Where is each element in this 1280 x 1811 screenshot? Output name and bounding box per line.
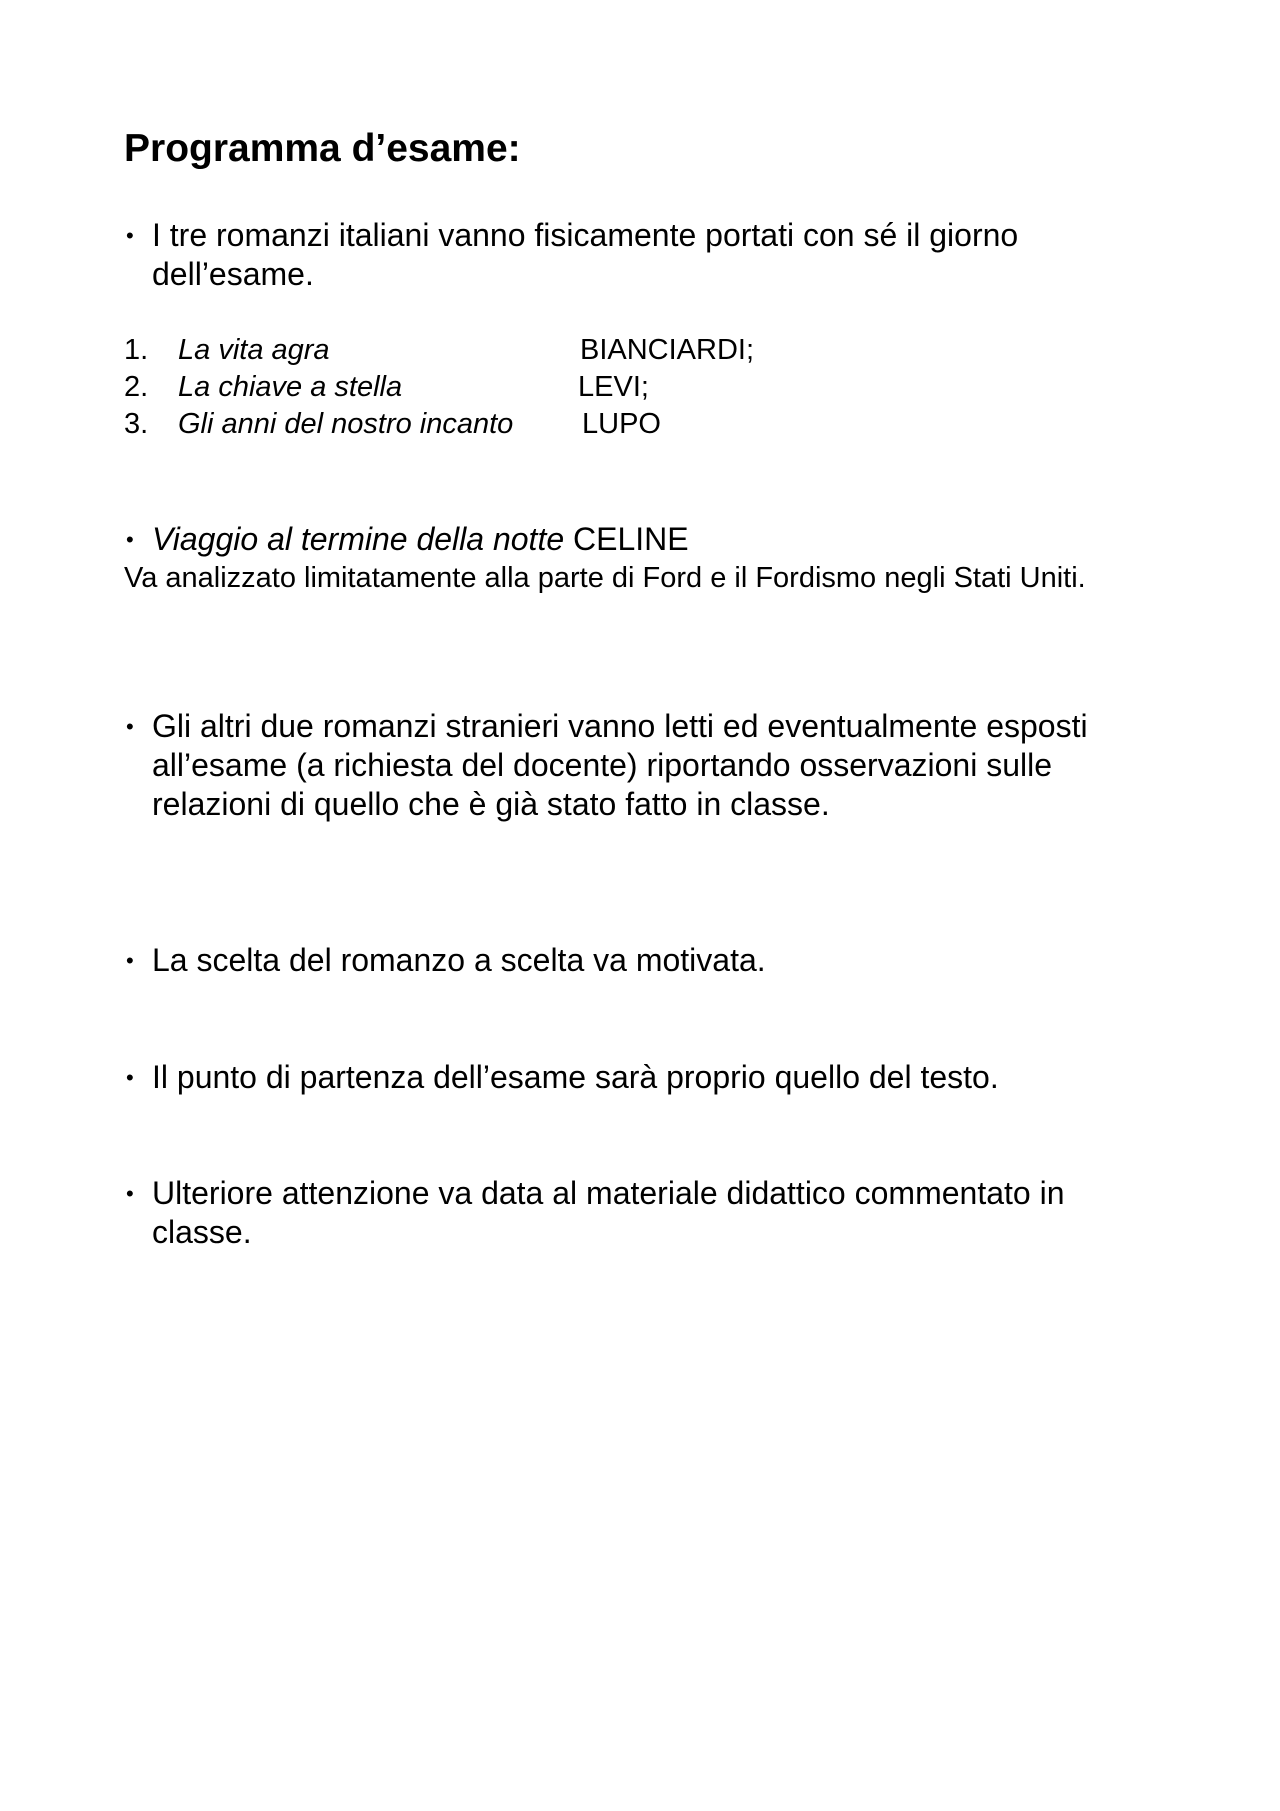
- item-number: 3.: [124, 408, 149, 440]
- list-item: [124, 332, 924, 369]
- book-title: La vita agra: [178, 334, 330, 366]
- book-author: CELINE: [573, 521, 689, 557]
- book-author: LUPO: [582, 408, 661, 440]
- celine-note: Va analizzato limitatamente alla parte di Ford e il Fordismo negli Stati Uniti.: [124, 562, 1086, 594]
- item-number: 1.: [124, 334, 149, 366]
- bullet-text: Ulteriore attenzione va data al materiale didattico commentato in classe.: [152, 1175, 1065, 1250]
- list-item: [124, 707, 1164, 824]
- bullet-starting-point: [124, 1058, 1164, 1097]
- bullet-materials: [124, 1174, 1164, 1252]
- bullet-icon: •: [126, 223, 134, 248]
- bullet-icon: •: [126, 527, 134, 552]
- bullet-choice: [124, 941, 1164, 980]
- book-title: Viaggio al termine della notte: [152, 521, 565, 557]
- bullet-text: La scelta del romanzo a scelta va motivata.: [152, 942, 766, 978]
- list-item: [124, 216, 1164, 294]
- book-title: La chiave a stella: [178, 371, 403, 403]
- list-item: [124, 941, 1164, 980]
- intro-bullet: [124, 216, 1164, 294]
- bullet-text: I tre romanzi italiani vanno fisicamente portati con sé il giorno dell’esame.: [152, 217, 1019, 292]
- bullet-foreign-novels: [124, 707, 1164, 824]
- bullet-text: Gli altri due romanzi stranieri vanno letti ed eventualmente esposti all’esame (a richiesta del docente) riportando osservazioni sulle relazioni di quello che è già stato fatto in classe.: [152, 708, 1088, 822]
- item-number: 2.: [124, 371, 149, 403]
- list-item: [124, 1058, 1164, 1097]
- bullet-icon: •: [126, 714, 134, 739]
- book-author: LEVI;: [578, 371, 649, 403]
- page-title: Programma d’esame:: [124, 127, 521, 170]
- celine-section: [124, 520, 1184, 597]
- bullet-text: Il punto di partenza dell’esame sarà proprio quello del testo.: [152, 1059, 999, 1095]
- book-title: Gli anni del nostro incanto: [178, 408, 514, 440]
- italian-novels-list: [124, 332, 924, 443]
- bullet-icon: •: [126, 948, 134, 973]
- book-author: BIANCIARDI;: [580, 334, 755, 366]
- bullet-icon: •: [126, 1181, 134, 1206]
- bullet-icon: •: [126, 1065, 134, 1090]
- list-item: [124, 406, 924, 443]
- list-item: [124, 520, 1184, 559]
- list-item: [124, 1174, 1164, 1252]
- list-item: [124, 369, 924, 406]
